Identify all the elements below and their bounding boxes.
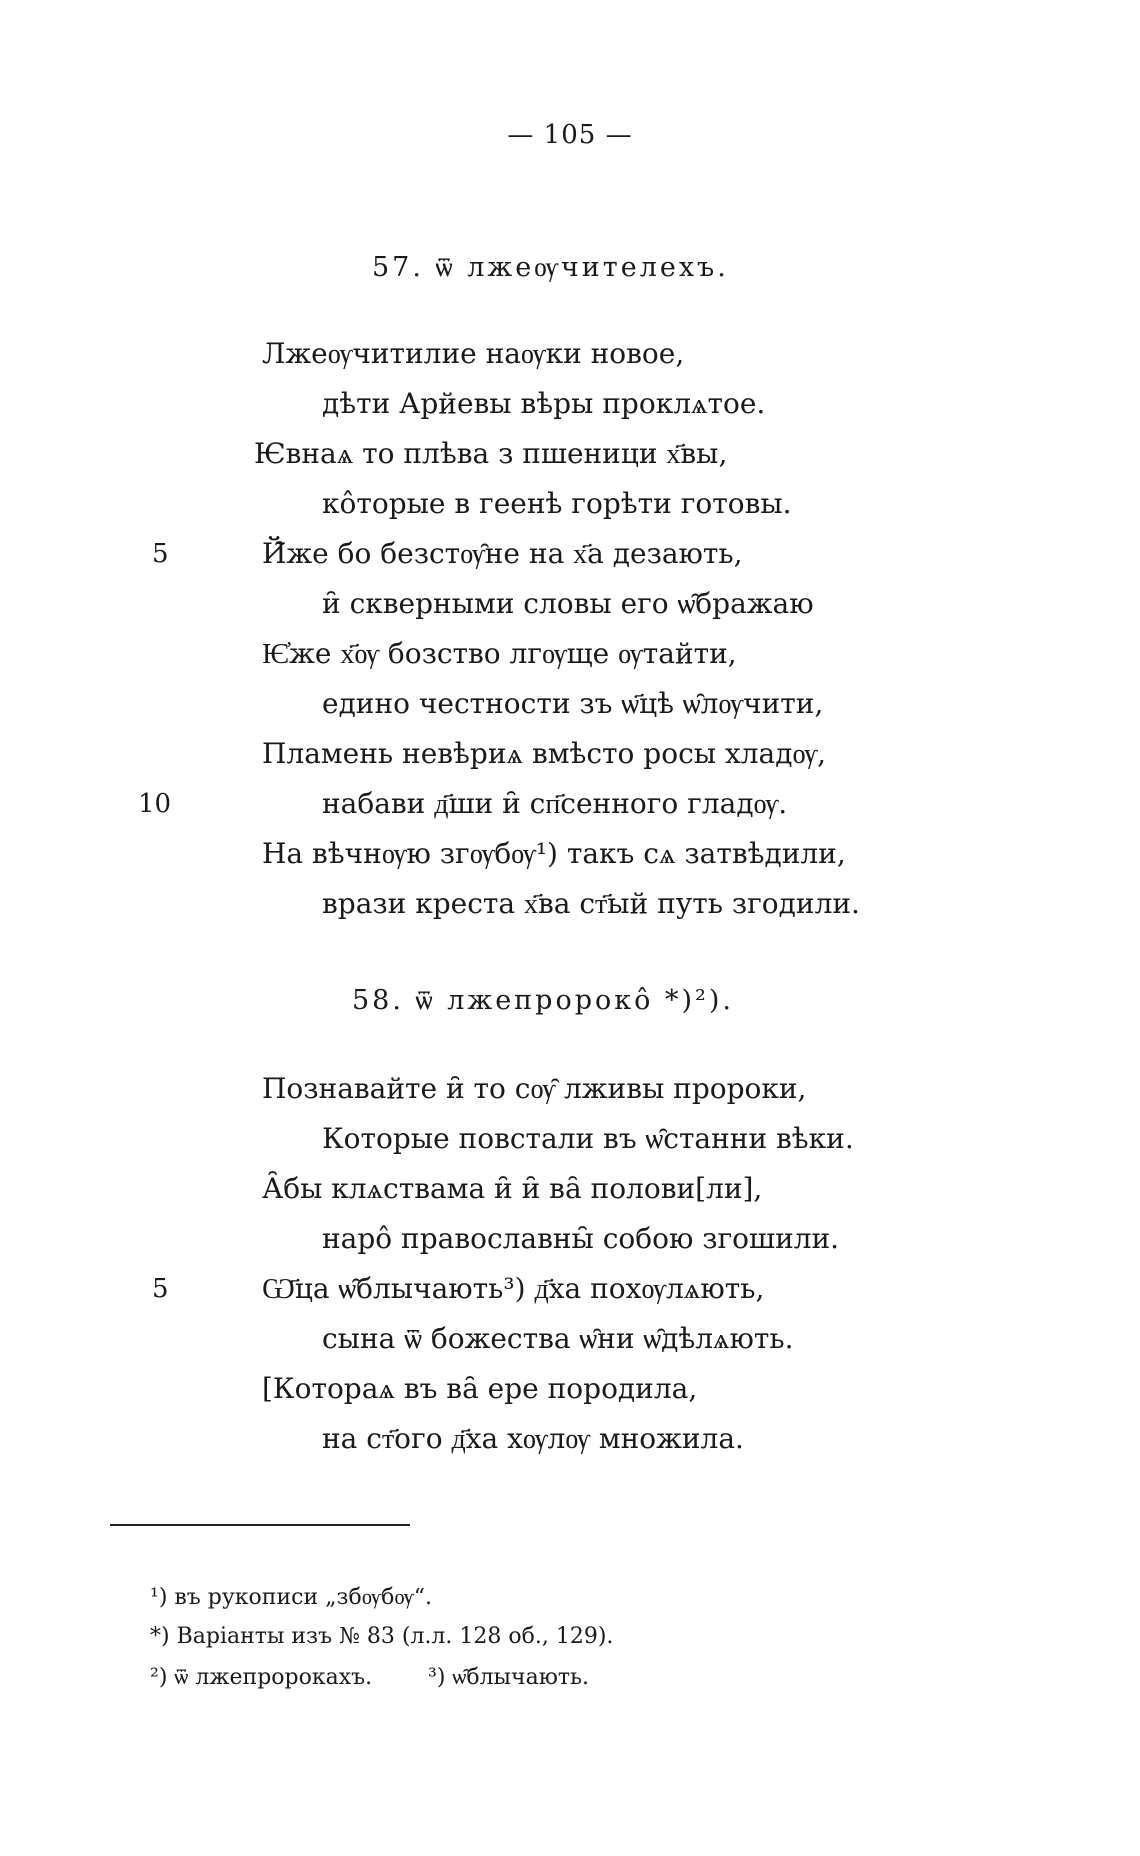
poem-58-line: А̑бы клѧствама и̑ и̑ ва̑ полови[ли], — [262, 1172, 763, 1205]
poem-58-line: Ѡ҃ца ѡ̑блычають³) д҃ха похѹлѧють, — [262, 1272, 765, 1305]
poem-57-line: ко̂торые в геенѣ горѣти готовы. — [322, 487, 792, 520]
poem-58-line: сына ѿ божества ѡ̑ни ѡ̑дѣлѧють. — [322, 1322, 794, 1355]
poem-57-line: и̑ скверными словы его ѡ̑бражаю — [322, 587, 814, 620]
poem-title-57: 57. ѿ лжеѹчителехъ. — [372, 252, 729, 283]
poem-57-line: Ѥ҆же х҃ѹ бозство лгѹще ѹтайти, — [262, 637, 737, 670]
poem-58-line: наро̂ православны̑ собою згошили. — [322, 1222, 840, 1255]
poem-57-line: набави д҃ши и̑ сп҃сенного гладѹ. — [322, 787, 788, 820]
footnote-1: ¹) въ рукописи „збѹбѹ“. — [150, 1585, 432, 1610]
poem-58-line: [Котораѧ въ ва̑ ере породила, — [262, 1372, 698, 1405]
poem-57-line: Й̑же бо безстѹ̑не на х҃а дезають, — [262, 537, 743, 570]
poem-57-line: дѣти Арйевы вѣры проклѧтое. — [322, 387, 766, 420]
line-number: 5 — [152, 539, 169, 569]
poem-58-line: Которые повстали въ ѡ̑станни вѣки. — [322, 1122, 854, 1155]
page-number: — 105 — — [507, 120, 633, 150]
poem-57-line: На вѣчнѹю згѹбѹ¹) такъ сѧ затвѣдили, — [262, 837, 846, 870]
footnote-rule — [110, 1524, 410, 1526]
poem-57-line: Ѥвнаѧ то плѣва з пшеници х҃вы, — [254, 437, 728, 470]
poem-58-line: на ст҃ого д҃ха хѹлѹ множила. — [322, 1422, 744, 1455]
poem-57-line: едино честности зъ ѡ҃цѣ ѡ̑лѹчити, — [322, 687, 824, 720]
poem-57-line: врази креста х҃ва ст҃ый путь згодили. — [322, 887, 860, 920]
poem-57-line: Лжеѹчитилие наѹки новое, — [262, 337, 685, 370]
footnote-variants: *) Варіанты изъ № 83 (л.л. 128 об., 129). — [150, 1624, 614, 1649]
poem-58-line: Познавайте и̑ то сѹ̑ лживы пророки, — [262, 1072, 807, 1105]
line-number: 5 — [152, 1274, 169, 1304]
poem-title-58: 58. ѿ лжепророко̂ *)²). — [352, 985, 734, 1016]
footnote-3: ³) ѡ̑блычають. — [428, 1665, 590, 1690]
line-number: 10 — [138, 789, 172, 819]
footnote-2: ²) ѿ лжепророкахъ. — [150, 1665, 373, 1690]
poem-57-line: Пламень невѣриѧ вмѣсто росы хладѹ, — [262, 737, 826, 770]
